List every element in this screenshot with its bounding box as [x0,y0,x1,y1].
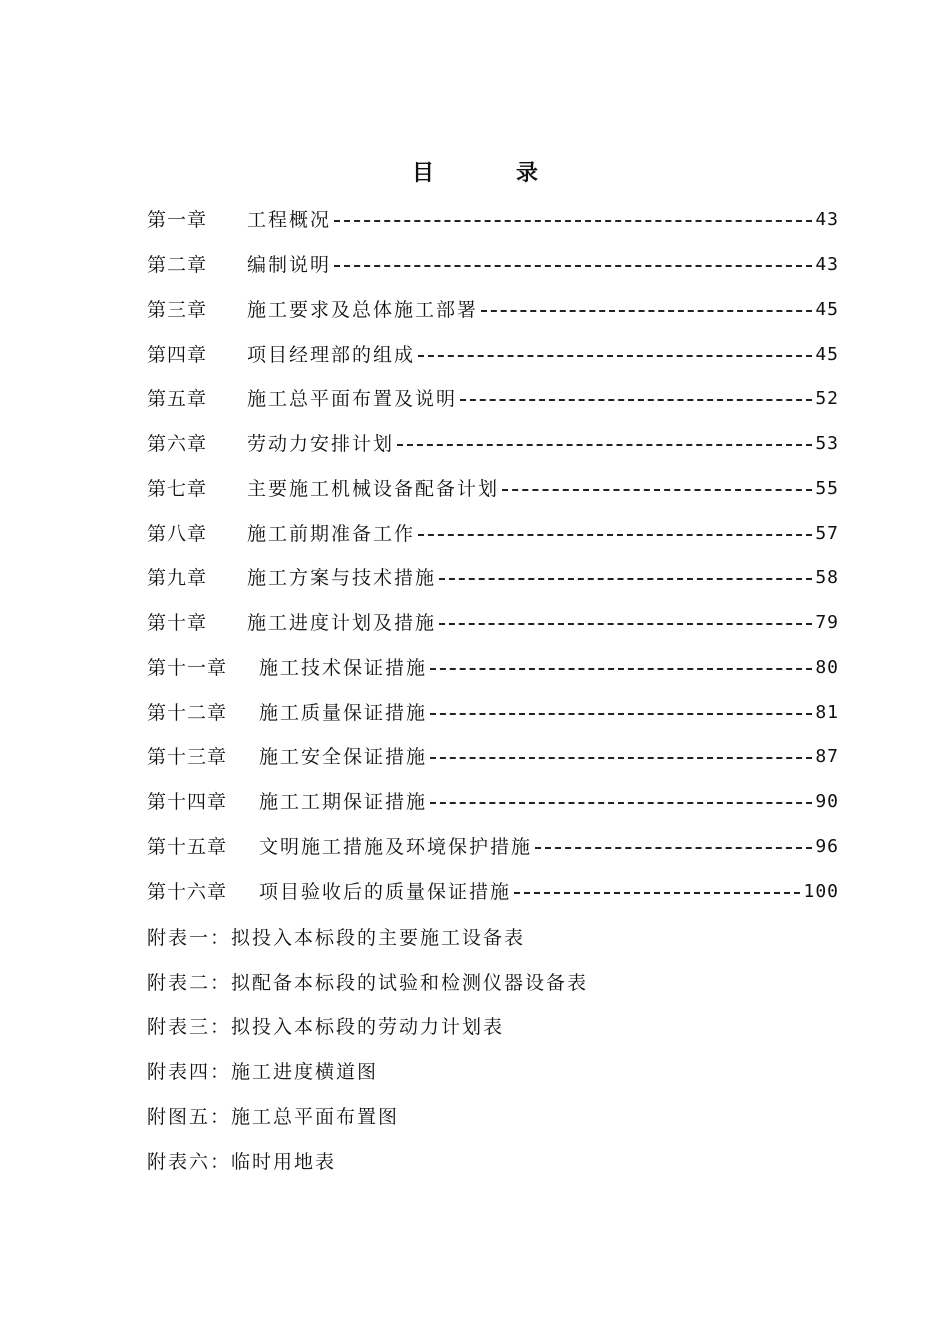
dot-leader [334,265,812,267]
dot-leader [514,892,800,894]
toc-entry[interactable] [147,198,839,243]
dot-leader [430,713,812,715]
page-number: 43 [815,254,839,276]
toc-title: 目录 [411,160,620,186]
page-number: 90 [815,791,839,813]
chapter-number: 第八章 [147,522,208,545]
chapter-title: 劳动力安排计划 [247,433,395,456]
toc-entry[interactable] [147,511,839,556]
appendix-entry[interactable]: 附图五：施工总平面布置图 [147,1105,400,1128]
chapter-number: 第十三章 [147,746,228,769]
page-number: 58 [815,567,839,589]
toc-entry[interactable] [147,869,839,914]
chapter-number: 第十一章 [147,656,228,679]
page-number: 81 [815,701,839,723]
dot-leader [460,399,812,401]
appendix-entry[interactable]: 附表三：拟投入本标段的劳动力计划表 [147,1016,505,1039]
toc-entry[interactable] [147,601,839,646]
chapter-title: 施工安全保证措施 [259,746,428,769]
chapter-number: 第五章 [147,388,208,411]
page-number: 45 [815,298,839,320]
page-number: 55 [815,477,839,499]
chapter-number: 第四章 [147,343,208,366]
toc-entry[interactable] [147,377,839,422]
toc-list [147,198,839,1183]
chapter-title: 施工质量保证措施 [259,701,428,724]
toc-entry[interactable] [147,422,839,467]
chapter-title: 施工要求及总体施工部署 [247,298,479,321]
dot-leader [481,310,812,312]
dot-leader [430,757,812,759]
chapter-title: 施工方案与技术措施 [247,567,437,590]
appendix-entry[interactable]: 附表二：拟配备本标段的试验和检测仪器设备表 [147,971,589,994]
toc-entry[interactable] [147,825,839,870]
page-number: 80 [815,656,839,678]
chapter-number: 第六章 [147,433,208,456]
chapter-title: 主要施工机械设备配备计划 [247,477,500,500]
toc-entry[interactable] [147,288,839,333]
toc-entry[interactable] [147,780,839,825]
chapter-number: 第十六章 [147,880,228,903]
page-number: 96 [815,835,839,857]
dot-leader [535,847,812,849]
chapter-title: 施工总平面布置及说明 [247,388,458,411]
chapter-title: 项目验收后的质量保证措施 [259,880,512,903]
dot-leader [334,220,812,222]
chapter-number: 第十四章 [147,791,228,814]
page-number: 43 [815,209,839,231]
dot-leader [418,534,812,536]
dot-leader [397,444,812,446]
dot-leader [439,578,812,580]
page-number: 57 [815,522,839,544]
toc-entry[interactable] [147,243,839,288]
page-number: 45 [815,343,839,365]
chapter-number: 第三章 [147,298,208,321]
page-number: 52 [815,388,839,410]
appendix-entry[interactable]: 附表一：拟投入本标段的主要施工设备表 [147,926,526,949]
dot-leader [502,489,812,491]
toc-entry[interactable] [147,556,839,601]
chapter-title: 编制说明 [247,254,332,277]
dot-leader [418,355,812,357]
dot-leader [430,668,812,670]
toc-entry[interactable] [147,735,839,780]
dot-leader [430,802,812,804]
chapter-number: 第一章 [147,209,208,232]
appendix-entry[interactable]: 附表六：临时用地表 [147,1150,337,1173]
chapter-number: 第十二章 [147,701,228,724]
toc-entry[interactable] [147,467,839,512]
chapter-title: 施工技术保证措施 [259,656,428,679]
chapter-title: 施工进度计划及措施 [247,612,437,635]
page-number: 53 [815,433,839,455]
chapter-number: 第二章 [147,254,208,277]
chapter-number: 第九章 [147,567,208,590]
appendix-entry[interactable]: 附表四：施工进度横道图 [147,1061,379,1084]
chapter-number: 第十五章 [147,835,228,858]
page-number: 100 [803,880,839,902]
toc-entry[interactable] [147,690,839,735]
toc-entry[interactable] [147,332,839,377]
chapter-title: 施工工期保证措施 [259,791,428,814]
page-number: 79 [815,612,839,634]
page-number: 87 [815,746,839,768]
dot-leader [439,623,812,625]
chapter-title: 文明施工措施及环境保护措施 [259,835,533,858]
chapter-number: 第七章 [147,477,208,500]
chapter-title: 施工前期准备工作 [247,522,416,545]
chapter-number: 第十章 [147,612,208,635]
toc-entry[interactable] [147,646,839,691]
chapter-title: 项目经理部的组成 [247,343,416,366]
chapter-title: 工程概况 [247,209,332,232]
